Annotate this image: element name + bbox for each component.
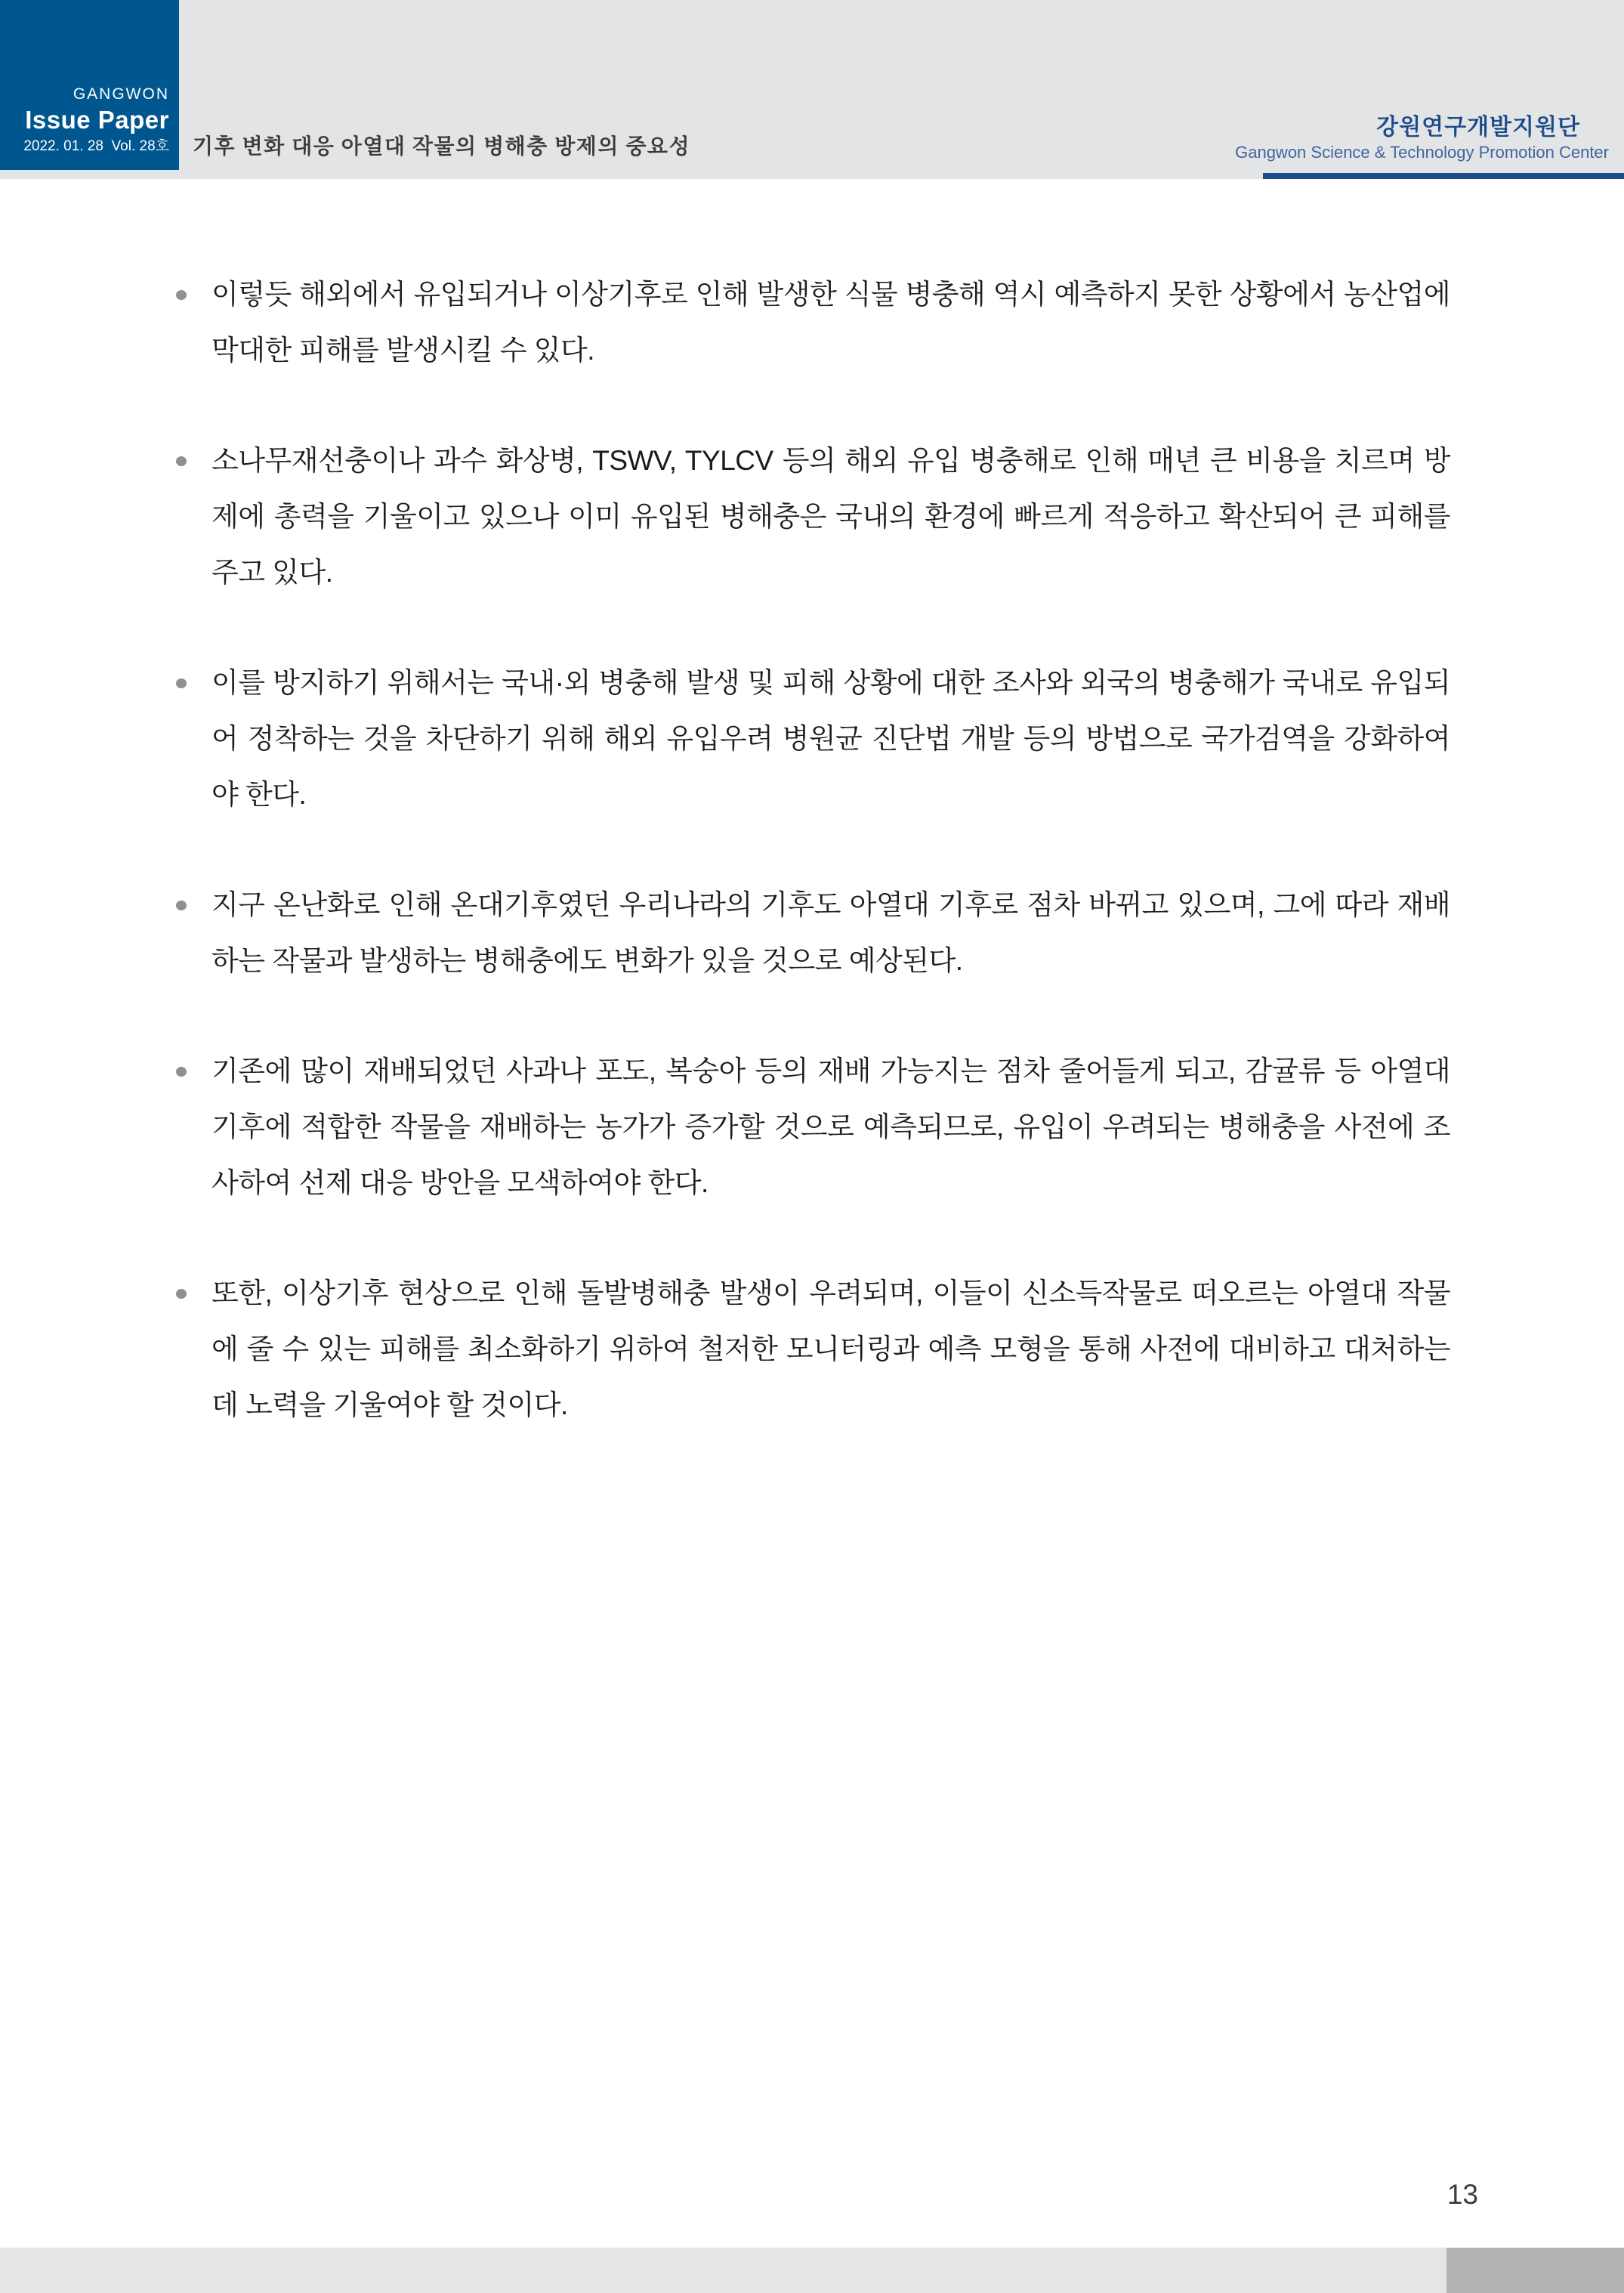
bullet-icon (176, 1067, 187, 1077)
brand-gangwon: GANGWON (73, 85, 169, 103)
paragraph-text: 이렇듯 해외에서 유입되거나 이상기후로 인해 발생한 식물 병충해 역시 예측하지 못한 상황에서 농산업에 막대한 피해를 발생시킬 수 있다. (211, 279, 1450, 366)
org-name-english: Gangwon Science & Technology Promotion Center (1235, 143, 1609, 162)
paragraph-text: 이를 방지하기 위해서는 국내·외 병충해 발생 및 피해 상황에 대한 조사와 외국의 병충해가 국내로 유입되어 정착하는 것을 차단하기 위해 해외 유입우려 병원균 진단법 개발 등의 방법으로 국가검역을 강화하여야 한다. (211, 667, 1450, 810)
page-header (0, 0, 1624, 179)
bullet-icon (176, 901, 187, 910)
footer-dark-segment (1446, 2248, 1624, 2293)
bullet-icon (176, 290, 187, 300)
brand-date-volume: 2022. 01. 28 Vol. 28호 (23, 138, 169, 154)
footer-bar (0, 2248, 1624, 2293)
bullet-icon (176, 456, 187, 466)
paragraph-text: 또한, 이상기후 현상으로 인해 돌발병해충 발생이 우려되며, 이들이 신소득작물로 떠오르는 아열대 작물에 줄 수 있는 피해를 최소화하기 위하여 철저한 모니터링과 예측 모형을 통해 사전에 대비하고 대처하는 데 노력을 기울여야 할 것이다. (211, 1278, 1450, 1420)
header-accent-bar (1263, 173, 1624, 179)
bullet-paragraph (176, 433, 1450, 601)
org-name-korean: 강원연구개발지원단 (1376, 115, 1580, 140)
brand-issue-paper: Issue Paper (25, 106, 169, 134)
footer-light-segment (0, 2248, 1446, 2293)
bullet-icon (176, 1289, 187, 1299)
org-block (1235, 113, 1609, 163)
bullet-paragraph (176, 1043, 1450, 1211)
bullet-paragraph (176, 1265, 1450, 1433)
bullet-paragraph (176, 267, 1450, 379)
document-title: 기후 변화 대응 아열대 작물의 병해충 방제의 중요성 (193, 135, 691, 159)
bullet-icon (176, 678, 187, 688)
bullet-paragraph (176, 655, 1450, 823)
paragraph-text: 소나무재선충이나 과수 화상병, TSWV, TYLCV 등의 해외 유입 병충해로 인해 매년 큰 비용을 치르며 방제에 총력을 기울이고 있으나 이미 유입된 병해충은 국내의 환경에 빠르게 적응하고 확산되어 큰 피해를 주고 있다. (211, 445, 1450, 588)
bullet-paragraph (176, 877, 1450, 989)
page-number: 13 (1446, 2179, 1478, 2210)
body-content (176, 267, 1450, 1488)
paragraph-text: 지구 온난화로 인해 온대기후였던 우리나라의 기후도 아열대 기후로 점차 바뀌고 있으며, 그에 따라 재배하는 작물과 발생하는 병해충에도 변화가 있을 것으로 예상된다. (211, 889, 1450, 976)
paragraph-text: 기존에 많이 재배되었던 사과나 포도, 복숭아 등의 재배 가능지는 점차 줄어들게 되고, 감귤류 등 아열대 기후에 적합한 작물을 재배하는 농가가 증가할 것으로 예측되므로, 유입이 우려되는 병해충을 사전에 조사하여 선제 대응 방안을 모색하여야 한다. (211, 1055, 1450, 1198)
brand-box (0, 0, 179, 170)
